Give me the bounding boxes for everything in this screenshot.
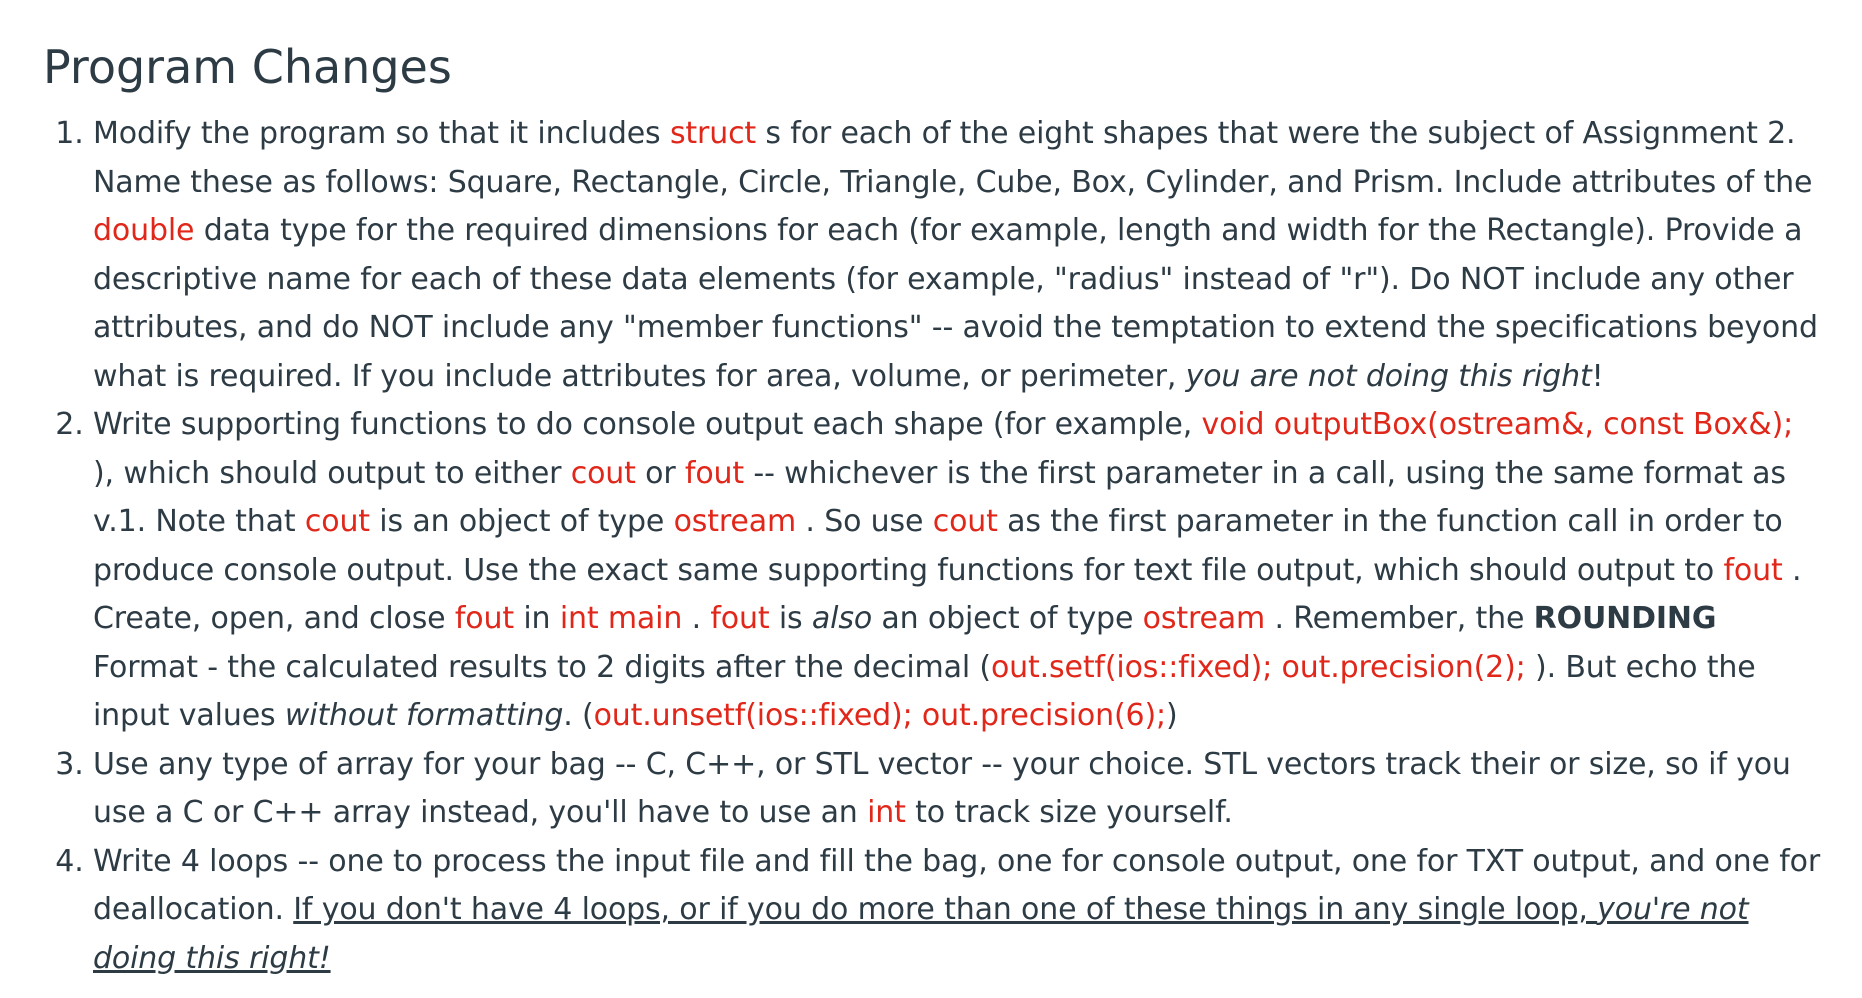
- item-text: as the first parameter in the function call in order to produce console output. Use the exact same supporting functions for text file output, which should output to: [93, 504, 1783, 588]
- emphasis-text: you are not doing this right: [1185, 358, 1592, 394]
- underlined-emphasis: you're not doing this right!: [93, 892, 1749, 976]
- code-ostream: ostream: [673, 504, 797, 539]
- code-output-box: void outputBox(ostream&, const Box&);: [1201, 407, 1794, 442]
- item-text: Modify the program so that it includes: [93, 116, 670, 151]
- item-text: !: [1591, 358, 1604, 394]
- item-text: -- whichever is the first parameter in a call, using the same format as v.1. Note that: [93, 455, 1786, 539]
- item-text: or: [635, 455, 685, 491]
- code-double: double: [93, 213, 195, 248]
- item-text: .: [682, 601, 711, 636]
- code-fout: fout: [454, 601, 514, 636]
- item-text: ): [1165, 698, 1178, 733]
- item-text: Write supporting functions to do console output each shape (for example,: [93, 407, 1202, 442]
- emphasis-text: without formatting: [284, 698, 564, 733]
- code-ostream: ostream: [1142, 601, 1266, 636]
- list-item: [93, 741, 1822, 838]
- code-struct: struct: [669, 116, 757, 151]
- code-cout: cout: [932, 504, 998, 539]
- item-text: . (: [563, 698, 594, 733]
- code-cout: cout: [570, 455, 636, 491]
- item-text: ). But echo the input values: [93, 649, 1756, 733]
- list-item: [93, 110, 1822, 401]
- underlined-warning: If you don't have 4 loops, or if you do more than one of these things in any single loop,: [293, 892, 1598, 927]
- code-setf-fixed: out.setf(ios::fixed); out.precision(2);: [990, 649, 1526, 685]
- list-item: [93, 401, 1822, 741]
- code-int-main: int main: [559, 601, 683, 636]
- item-text: s for each of the eight shapes that were the subject of Assignment 2. Name these as follows: Square, Rectangle, Circle, Triangle, Cube, Box, Cylinder, and Prism. Include attributes of the: [93, 116, 1813, 200]
- item-text: is an object of type: [369, 504, 674, 539]
- emphasis-text: also: [811, 601, 873, 636]
- code-fout: fout: [684, 455, 745, 491]
- item-text: Use any type of array for your bag -- C, C++, or STL vector -- your choice. STL vectors track their or size, so if you use a C or C++ array instead, you'll have to use an: [93, 746, 1791, 830]
- code-unsetf-fixed: out.unsetf(ios::fixed); out.precision(6);: [593, 698, 1166, 733]
- code-fout: fout: [1723, 552, 1783, 588]
- item-text: Format - the calculated results to 2 digits after the decimal (: [93, 649, 991, 685]
- item-text: an object of type: [872, 601, 1143, 636]
- item-text: ), which should output to either: [93, 455, 571, 491]
- item-text: Write 4 loops -- one to process the input file and fill the bag, one for console output, one for TXT output, and one for deallocation.: [93, 843, 1821, 927]
- item-text: . So use: [796, 504, 933, 539]
- item-text: to track size yourself.: [905, 795, 1233, 830]
- list-item: [93, 838, 1822, 984]
- item-text: in: [513, 601, 560, 636]
- item-text: data type for the required dimensions for each (for example, length and width for the Rectangle). Provide a descriptive name for each of these data elements (for example, "radius" instead of "r"). Do NOT include any other attributes, and do NOT include any "member functions" -- avoid the temptation to extend the specifications beyond what is required. If you include attributes for area, volume, or perimeter,: [93, 213, 1818, 394]
- code-cout: cout: [304, 504, 370, 539]
- changes-list: [43, 110, 1822, 983]
- code-int: int: [867, 795, 906, 830]
- item-text: . Remember, the: [1265, 601, 1534, 636]
- code-fout: fout: [710, 601, 770, 636]
- page-title: Program Changes: [43, 40, 452, 94]
- item-text: . Create, open, and close: [93, 552, 1802, 636]
- item-text: is: [769, 601, 812, 636]
- strong-text: ROUNDING: [1533, 601, 1717, 636]
